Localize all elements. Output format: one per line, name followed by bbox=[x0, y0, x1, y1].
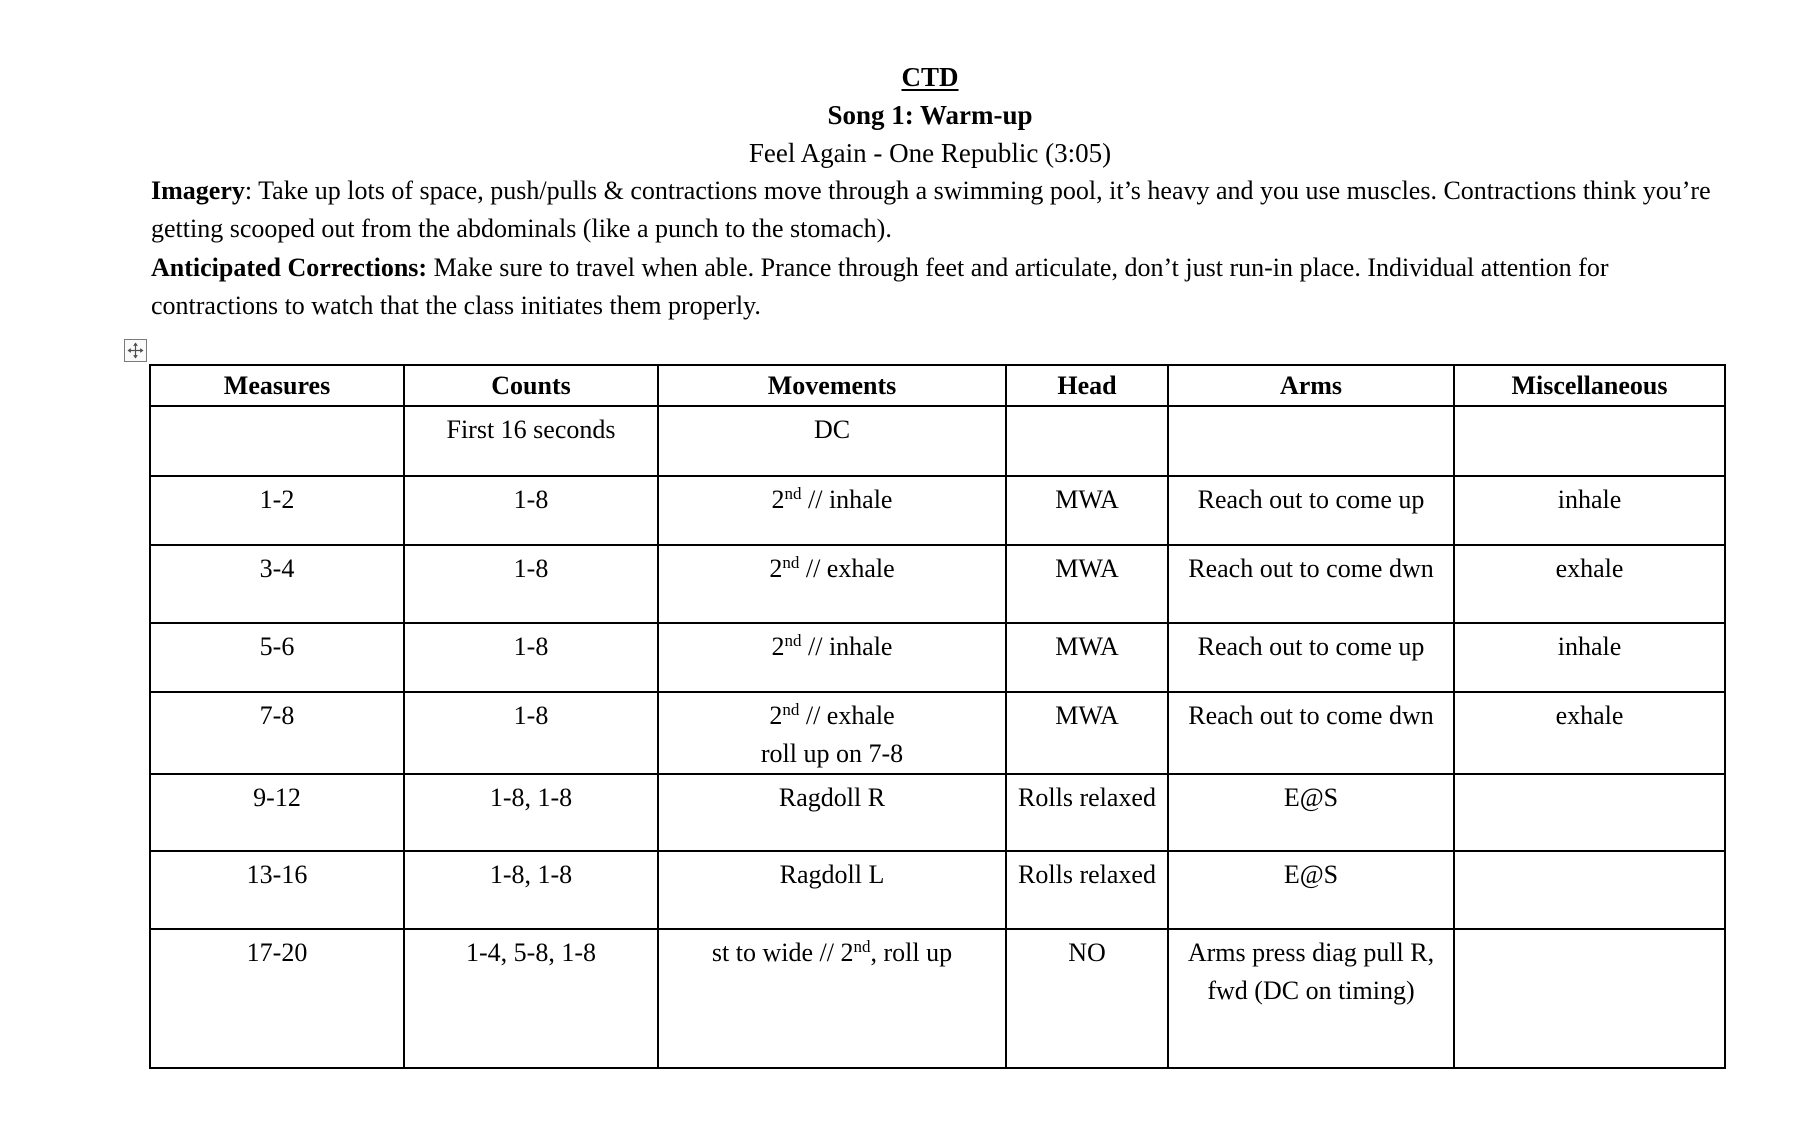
cell-misc bbox=[1454, 929, 1725, 1068]
imagery-paragraph bbox=[151, 172, 1711, 248]
cell-arms: E@S bbox=[1168, 851, 1454, 929]
table-row bbox=[150, 623, 1725, 692]
corrections-label: Anticipated Corrections: bbox=[151, 253, 428, 282]
choreography-table bbox=[149, 364, 1726, 1069]
movement-position: 2 bbox=[769, 701, 783, 730]
header-arms: Arms bbox=[1168, 365, 1454, 406]
table-row bbox=[150, 545, 1725, 623]
header-measures: Measures bbox=[150, 365, 404, 406]
cell-movements bbox=[658, 545, 1006, 623]
cell-counts: 1-8 bbox=[404, 623, 658, 692]
cell-misc bbox=[1454, 774, 1725, 851]
cell-head bbox=[1006, 406, 1168, 476]
cell-head: Rolls relaxed bbox=[1006, 774, 1168, 851]
corrections-paragraph bbox=[151, 249, 1711, 325]
cell-movements bbox=[658, 623, 1006, 692]
cell-misc bbox=[1454, 851, 1725, 929]
cell-movements bbox=[658, 692, 1006, 774]
cell-misc: exhale bbox=[1454, 545, 1725, 623]
cell-movements bbox=[658, 929, 1006, 1068]
movement-prefix: st to wide // 2 bbox=[711, 938, 854, 967]
movement-text: // inhale bbox=[801, 485, 893, 514]
imagery-label: Imagery bbox=[151, 176, 245, 205]
cell-counts: 1-8 bbox=[404, 476, 658, 545]
table-row bbox=[150, 774, 1725, 851]
cell-counts: 1-8 bbox=[404, 692, 658, 774]
cell-measures: 5-6 bbox=[150, 623, 404, 692]
cell-misc: exhale bbox=[1454, 692, 1725, 774]
cell-arms: Reach out to come dwn bbox=[1168, 692, 1454, 774]
cell-measures: 17-20 bbox=[150, 929, 404, 1068]
header-counts: Counts bbox=[404, 365, 658, 406]
cell-head: Rolls relaxed bbox=[1006, 851, 1168, 929]
cell-counts: 1-8, 1-8 bbox=[404, 851, 658, 929]
movement-text: // exhale bbox=[799, 554, 895, 583]
movement-text: // inhale bbox=[801, 632, 893, 661]
ordinal-suffix: nd bbox=[784, 631, 802, 650]
cell-counts: First 16 seconds bbox=[404, 406, 658, 476]
table-row bbox=[150, 851, 1725, 929]
cell-counts: 1-4, 5-8, 1-8 bbox=[404, 929, 658, 1068]
movement-position: 2 bbox=[769, 554, 783, 583]
cell-head: MWA bbox=[1006, 692, 1168, 774]
corrections-text: Make sure to travel when able. Prance through feet and articulate, don’t just run-in place. Individual attention for contractions to watch that the class initiates them properly. bbox=[151, 253, 1609, 320]
song-info: Feel Again - One Republic (3:05) bbox=[748, 138, 1112, 168]
cell-arms: E@S bbox=[1168, 774, 1454, 851]
cell-head: NO bbox=[1006, 929, 1168, 1068]
ordinal-suffix: nd bbox=[782, 700, 800, 719]
cell-misc bbox=[1454, 406, 1725, 476]
imagery-text: : Take up lots of space, push/pulls & contractions move through a swimming pool, it’s heavy and you use muscles. Contractions think you’re getting scooped out from the abdominals (like a punch to the stomach). bbox=[151, 176, 1711, 243]
cell-head: MWA bbox=[1006, 623, 1168, 692]
movement-position: 2 bbox=[771, 632, 785, 661]
ordinal-suffix: nd bbox=[853, 937, 871, 956]
table-row bbox=[150, 692, 1725, 774]
cell-movements: Ragdoll R bbox=[658, 774, 1006, 851]
movement-text-line2: roll up on 7-8 bbox=[760, 739, 904, 768]
cell-arms: Reach out to come up bbox=[1168, 623, 1454, 692]
cell-misc: inhale bbox=[1454, 623, 1725, 692]
cell-arms: Arms press diag pull R, fwd (DC on timing) bbox=[1168, 929, 1454, 1068]
header-miscellaneous: Miscellaneous bbox=[1454, 365, 1725, 406]
cell-measures bbox=[150, 406, 404, 476]
cell-measures: 1-2 bbox=[150, 476, 404, 545]
cell-misc: inhale bbox=[1454, 476, 1725, 545]
ordinal-suffix: nd bbox=[784, 484, 802, 503]
movement-position: 2 bbox=[771, 485, 785, 514]
table-move-handle-icon[interactable] bbox=[124, 339, 147, 362]
table-row bbox=[150, 476, 1725, 545]
cell-head: MWA bbox=[1006, 476, 1168, 545]
table-header-row bbox=[150, 365, 1725, 406]
cell-counts: 1-8, 1-8 bbox=[404, 774, 658, 851]
movement-text: , roll up bbox=[870, 938, 953, 967]
cell-movements: Ragdoll L bbox=[658, 851, 1006, 929]
ordinal-suffix: nd bbox=[782, 553, 800, 572]
cell-arms: Reach out to come up bbox=[1168, 476, 1454, 545]
song-heading: Song 1: Warm-up bbox=[827, 100, 1033, 130]
cell-measures: 9-12 bbox=[150, 774, 404, 851]
header-movements: Movements bbox=[658, 365, 1006, 406]
cell-head: MWA bbox=[1006, 545, 1168, 623]
cell-counts: 1-8 bbox=[404, 545, 658, 623]
cell-movements: DC bbox=[658, 406, 1006, 476]
table-row bbox=[150, 929, 1725, 1068]
header-head: Head bbox=[1006, 365, 1168, 406]
table-row bbox=[150, 406, 1725, 476]
cell-measures: 7-8 bbox=[150, 692, 404, 774]
cell-arms: Reach out to come dwn bbox=[1168, 545, 1454, 623]
document-title: CTD bbox=[901, 62, 959, 92]
cell-movements bbox=[658, 476, 1006, 545]
cell-measures: 3-4 bbox=[150, 545, 404, 623]
move-arrows-icon bbox=[127, 342, 144, 359]
cell-measures: 13-16 bbox=[150, 851, 404, 929]
cell-arms bbox=[1168, 406, 1454, 476]
movement-text: // exhale bbox=[799, 701, 895, 730]
